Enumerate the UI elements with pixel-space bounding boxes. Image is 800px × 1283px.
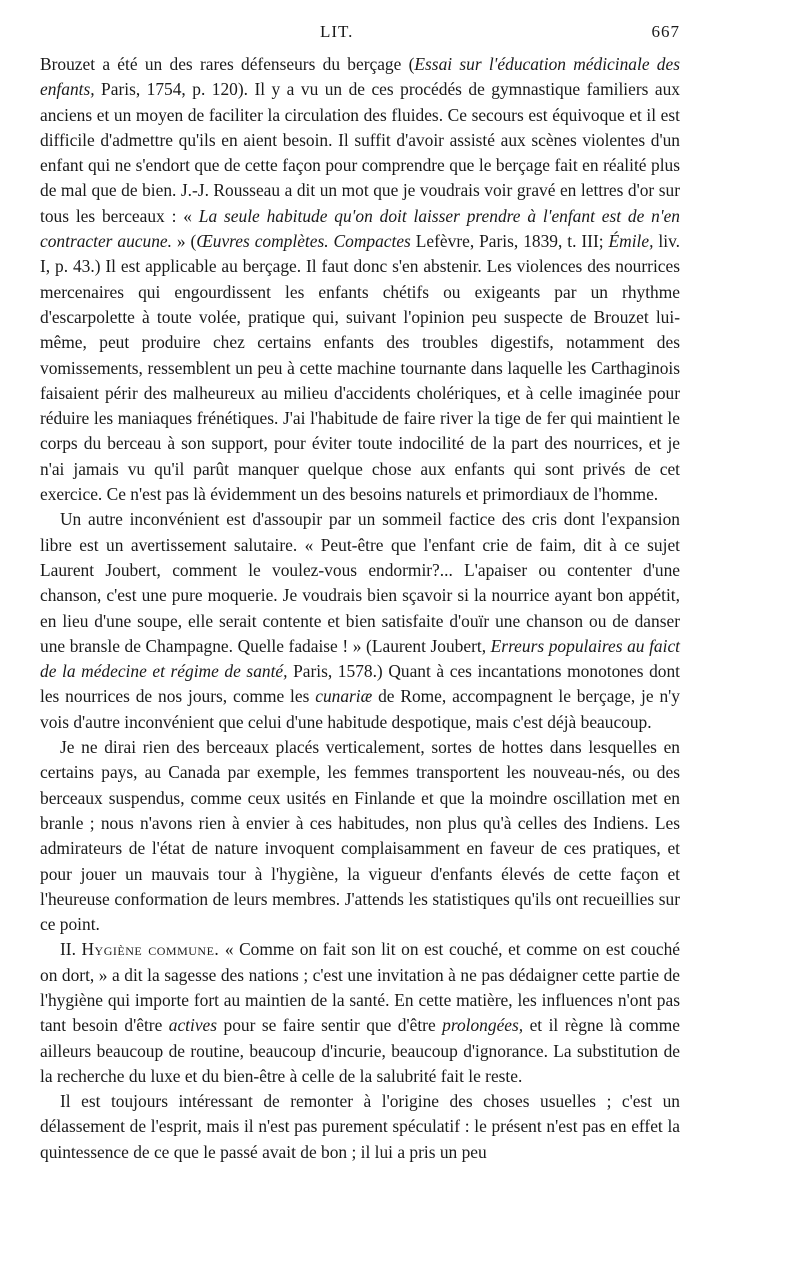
page-number: 667 [651, 22, 680, 41]
running-head [40, 22, 680, 52]
italic-text: Émile, [608, 231, 654, 252]
text-run: liv. I, p. 43.) Il est applicable au berçage. Il faut donc s'en abstenir. Les violences des nourrices mercenaires qui engourdissent les enfants chétifs ou exigeants par un rhythme d'escarpolette à toute volée, pratique qui, suivant l'opinion peu suspecte de Brouzet lui-même, peut produire chez certains enfants des troubles digestifs, notamment des vomissements, ressemblent un peu à cette machine tournante dans laquelle les Carthaginois faisaient périr des malheureux au milieu d'accidents cholériques, et à celle imaginée pour réduire les maniaques frénétiques. J'ai l'habitude de faire river la tige de fer qui maintient le corps du berceau à son support, pour éviter toute indocilité de la part des nourrices, et je n'ai jamais vu qu'il parût manquer quelque chose aux enfants qui sont privés de cet exercice. Ce n'est pas là évidemment un des besoins naturels et primordiaux de l'homme. [40, 231, 680, 505]
section-heading: Hygiène commune. [81, 939, 220, 960]
text-run: Je ne dirai rien des berceaux placés verticalement, sortes de hottes dans lesquelles en certains pays, au Canada par exemple, les femmes transportent les nouveau-nés, ou des berceaux suspendus, comme ceux usités en Finlande et que la moindre oscillation met en branle ; nous n'avons rien à envier à ces habitudes, non plus qu'à celles des Indiens. Les admirateurs de l'état de nature invoquent complaisamment en faveur de ces pratiques, et pour jouer un mauvais tour à l'hygiène, la vigueur d'enfants élevés de cette façon et l'heureuse conformation de leurs membres. J'attends les statistiques qu'ils ont recueillies sur ce point. [40, 737, 680, 935]
text-run: II. [60, 939, 82, 960]
paragraph [40, 1089, 680, 1165]
text-run: de Rome, accompagnent le berçage, je n'y vois d'autre inconvénient que celui d'une habitude despotique, mais c'est déjà beaucoup. [40, 686, 680, 732]
paragraph [40, 507, 680, 735]
body-text [40, 52, 680, 1165]
paragraph [40, 52, 680, 507]
text-run: » ( [171, 231, 197, 252]
italic-text: Erreurs populaires au faict de la médecine et régime de santé, [40, 635, 680, 682]
paragraph [40, 937, 680, 1089]
text-run: et il règne là comme ailleurs beaucoup de routine, beaucoup d'incurie, beaucoup d'ignorance. La substitution de la recherche du luxe et du bien-être à celle de la salubrité fait le reste. [40, 1015, 680, 1086]
italic-text: cunariæ [315, 686, 373, 707]
italic-text: Œuvres complètes. Compactes [196, 231, 411, 252]
italic-text: Essai sur l'éducation médicinale des enfants, [40, 54, 680, 100]
text-run: Il est toujours intéressant de remonter à l'origine des choses usuelles ; c'est un délassement de l'esprit, mais il n'est pas purement spéculatif : le présent n'est pas en effet la quintessence de ce que le passé avait de bon ; il lui a pris un peu [40, 1091, 680, 1162]
running-title: LIT. [320, 22, 354, 41]
text-run: pour se faire sentir que d'être [217, 1015, 443, 1036]
italic-text: prolongées, [442, 1015, 524, 1036]
italic-text: actives [168, 1015, 218, 1036]
text-run: Un autre inconvénient est d'assoupir par un sommeil factice des cris dont l'expansion libre est un avertissement salutaire. « Peut-être que l'enfant crie de faim, dit à ce sujet Laurent Joubert, comment le voulez-vous endormir?... L'apaiser ou contenter d'une chanson, c'est une pure moquerie. Je voudrais bien sçavoir si la nourrice ayant bon appétit, en lieu d'une soupe, elle serait contente et bien satisfaite d'ouïr une chanson ou de danser une bransle de Champagne. Quelle fadaise ! » (Laurent Joubert, [40, 509, 680, 656]
italic-text: La seule habitude qu'on doit laisser prendre à l'enfant est de n'en contracter aucune. [40, 205, 680, 252]
text-run: Lefèvre, Paris, 1839, t. III; [410, 231, 609, 252]
text-run: « Comme on fait son lit on est couché, et comme on est couché on dort, » a dit la sagesse des nations ; c'est une invitation à ne pas dédaigner cette partie de l'hygiène qui importe fort au maintien de la santé. En cette matière, les influences n'ont pas tant besoin d'être [40, 939, 680, 1036]
book-page [40, 22, 680, 1165]
text-run: Brouzet a été un des rares défenseurs du berçage ( [40, 54, 415, 74]
paragraph [40, 735, 680, 937]
text-run: Paris, 1578.) Quant à ces incantations monotones dont les nourrices de nos jours, comme les [40, 661, 680, 707]
text-run: Paris, 1754, p. 120). Il y a vu un de ces procédés de gymnastique familiers aux anciens et un moyen de faciliter la circulation des fluides. Ce secours est équivoque et il est difficile d'admettre qu'ils en aient besoin. Il suffit d'avoir assisté aux scènes violentes d'un enfant qui ne s'endort que de cette façon pour comprendre que le berçage fait en réalité plus de mal que de bien. J.-J. Rousseau a dit un mot que je voudrais voir gravé en lettres d'or sur tous les berceaux : « [40, 79, 680, 226]
